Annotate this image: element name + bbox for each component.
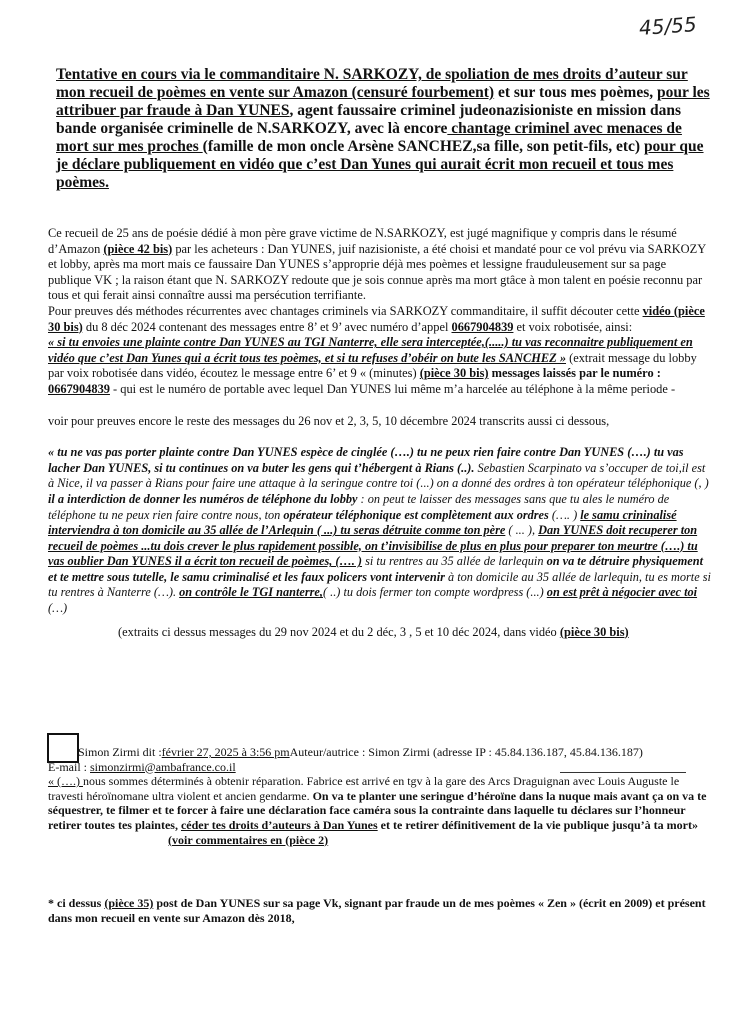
comment-seg-4: céder tes droits d’auteurs à Dan Yunes [180,817,378,832]
quote2-seg-10: si tu rentres au 35 allée de larlequin [362,554,547,569]
footer-note-text [48,896,712,926]
footer-note-text-1: * ci dessus [48,896,105,910]
quote2-seg-11: on va te détruire physiquement et te mettre sous tutelle, le samu criminalisé et les faux policers vont intervenir [48,554,704,584]
quote2-seg-15: on est prêt à négocier avec toi [546,585,698,600]
footer-note-reference: (pièce 35) [104,896,154,910]
title-part-1: Tentative en cours via le commanditaire N. SARKOZY, de spoliation de mes droits d’auteur sur mon recueil de poèmes en vente sur Amazon (censuré fourbement) [56,66,688,101]
quote2-seg-4: : on peut te laisser des messages sans que tu ales le numéro de téléphone tu ne peux rien faire contre nous, ton [48,491,670,522]
comment-seg-5: et te retirer définitivement de la vie publique jusqu’à ta mort» [377,817,698,832]
email-address: simonzirmi@ambafrance.co.il [90,759,236,774]
extract-note-text: (extraits ci dessus messages du 29 nov 2024 et du 2 déc, 3 , 5 et 10 déc 2024, dans vidéo [118,624,560,639]
main-body [48,226,712,640]
title-part-3: pour les attribuer par fraude à Dan YUNES [56,84,710,119]
title-part-6: (famille de mon oncle Arsène SANCHEZ,sa fille, son petit-fils, etc) [202,138,644,155]
quote2-seg-9: Dan YUNES doit recuperer ton recueil de poèmes ...tu dois crever le plus rapidement possible, on t’invisibilise de plus en plus pour preparer ton meurtre (….) tu vas oublier Dan YUNES il a écrit ton recueil de poèmes, (…. ) [48,523,698,569]
comment-author: Simon Zirmi dit : [78,745,162,759]
email-label: E-mail : [48,759,90,774]
para1-text-2: par les acheteurs : Dan YUNES, juif nazisioniste, a été choisi et mandaté pour ce vol prévu via SARKOZY et lobby, après ma mort mais ce faussaire Dan YUNES s’approprie déjà mes poèmes et lessigne frauduleusement sur sa page publique VK ; la raison étant que N. SARKOZY redoute que je sois connue après ma mort gtâce à mon talent en poésie reconnu par tous et qui ferait ainsi connaître aussi ma persécution terrifiante. [48,241,706,303]
quote2-seg-7: le samu crininalisé interviendra à ton domicile au 35 allée de l’Arlequin ( ...) tu seras détruite comme ton père [48,507,677,538]
comment-author-details: Auteur/autrice : Simon Zirmi (adresse IP : 45.84.136.187, 45.84.136.187) [289,745,643,759]
para2-video-reference: vidéo (pièce 30 bis) [48,303,705,334]
comment-seg-1: « (….) [48,774,83,789]
title-part-2: et sur tous mes poèmes, [494,84,657,101]
comment-header [48,745,712,760]
footer-note [48,896,712,926]
quote1-phone-number: 0667904839 [48,381,110,396]
quote2-seg-1: « tu ne vas pas porter plainte contre Dan YUNES espèce de cinglée (….) tu ne peux rien faire contre Dan YUNES (….) tu vas lacher Dan YUNES, si tu continues on va buter les gens qui t’hébergent à Rians (..). [48,445,684,475]
comment-date: février 27, 2025 à 3:56 pm [161,745,290,759]
quote2-seg-12: à ton domicile au 35 allée de larlequin, tu es morte si tu rentres à Nanterre (…). [48,569,711,600]
quote-2 [48,445,712,617]
quote2-seg-14: ( ..) tu dois fermer ton compte wordpress (...) [322,585,547,600]
page-number: 45/55 [638,12,698,40]
footer-note-text-2: post de Dan YUNES sur sa page Vk, signant par fraude un de mes poèmes « Zen » (écrit en 2009) et présent dans mon recueil en vente sur Amazon dès 2018, [48,896,706,925]
para1-text-1: Ce recueil de 25 ans de poésie dédié à mon père grave victime de N.SARKOZY, est jugé magnifique y compris dans le résumé d’Amazon [48,226,677,256]
extract-note [48,625,712,641]
signature-line [560,772,686,773]
para2-phone-number: 0667904839 [451,319,514,334]
para2-text-3: et voix robotisée, ainsi: [513,319,633,334]
quote1-text-2: messages laissés par le numéro : [488,366,661,381]
quote1-reference: (pièce 30 bis) [419,366,489,381]
paragraph-2 [48,304,712,335]
quote1-text-1: (extrait message du lobby par voix robotisée dans vidéo, écoutez le message entre 6’ et 9 « (minutes) [48,350,697,381]
comment-seg-3: On va te planter une seringue d’héroïne dans la nuque mais avant ça on va te séquestrer, te filmer et te forcer à faire une déclaration face caméra sous la contrainte dans laquelle tu déclares sur l’honneur retirer toutes tes plaintes, [48,788,707,832]
comment-seg-2: nous sommes déterminés à obtenir réparation. Fabrice est arrivé en tgv à la gare des Arcs Draguignan avec Louis Auguste le travesti héroïnomane ultra violent et ancien gendarme. [48,774,680,803]
title-part-4: , agent faussaire criminel judeonazisioniste en mission dans bande organisée criminelle de N.SARKOZY, avec là encore [56,102,682,137]
quote2-seg-6: (…. ) [548,507,581,522]
comment-seg-6: (voir commentaires en (pièce 2) [168,832,329,847]
quote1-message: « si tu envoies une plainte contre Dan YUNES au TGI Nanterre, elle sera interceptée,(.....) tu vas reconnaitre publiquement en vidéo que c’est Dan Yunes qui a écrit tous tes poèmes, et si tu refuses d’obéir on bute les SANCHEZ » [48,335,693,365]
extract-note-reference: (pièce 30 bis) [559,624,629,639]
quote-1 [48,335,712,397]
comment-block [48,745,712,847]
title-part-7: pour que je déclare publiquement en vidéo que c’est Dan Yunes qui aurait écrit mon recueil et tous mes poèmes. [56,138,704,191]
paragraph-1 [48,226,712,304]
quote2-seg-2: Sebastien Scarpinato va s’occuper de toi,il est à Nice, il va passer à Rians pour faire une attaque à la seringue contre toi (...) on a donné des ordres à ton opérateur téléphonique (, ) [48,460,709,491]
quote2-seg-3: il a interdiction de donner les numéros de téléphone du lobby [48,491,358,506]
paragraph-3: voir pour preuves encore le reste des messages du 26 nov et 2, 3, 5, 10 décembre 2024 transcrits aussi ci dessous, [48,413,610,428]
para1-reference: (pièce 42 bis) [103,241,173,256]
quote2-seg-13: on contrôle le TGI nanterre, [179,585,323,600]
para2-text-1: Pour preuves dés méthodes récurrentes avec chantages criminels via SARKOZY commanditaire, il suffit découter cette [48,303,643,318]
document-title [56,66,716,192]
title-part-5: chantage criminel avec menaces de mort sur mes proches [56,120,682,155]
quote2-seg-16: (…) [48,601,68,616]
comment-body [48,774,712,847]
para2-text-2: du 8 déc 2024 contenant des messages entre 8’ et 9’ avec numéro d’appel [82,319,452,334]
quote1-text-3: - qui est le numéro de portable avec lequel Dan YUNES lui même m’a harcelée au téléphone à la même periode - [109,381,676,396]
quote2-seg-5: opérateur téléphonique est complètement aux ordres [283,507,549,522]
quote2-seg-8: ( ... ), [505,523,539,538]
